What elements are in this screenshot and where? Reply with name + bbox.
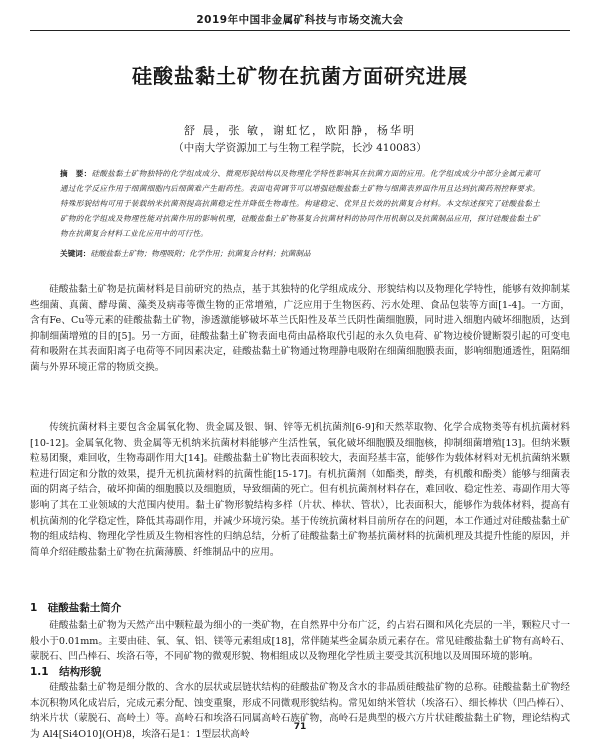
conference-header: 2019年中国非金属矿科技与市场交流大会: [196, 14, 404, 26]
keywords-text: 硅酸盐黏土矿物；物理吸附；化学作用；抗菌复合材料；抗菌制品: [90, 249, 311, 258]
abstract-label: 摘 要：: [60, 169, 92, 178]
header-divider: [30, 30, 570, 31]
abstract: [60, 166, 540, 241]
author-list: 舒 晨，张 敏，谢虹忆，欧阳静，杨华明: [184, 124, 416, 137]
section-heading-1: 1 硅酸盐黏土简介: [30, 602, 122, 614]
intro-paragraph-1: 硅酸盐黏土矿物是抗菌材料是目前研究的热点，基于其独特的化学组成成分、形貌结构以及物理化学特性，能够有效抑制某些细菌、真菌、酵母菌、藻类及病毒等微生物的正常增殖，广泛应用于生物医药、污水处理、食品包装等方面[1-4]。一方面，含有Fe、Cu等元素的硅酸盐黏土矿物，渗透激能够破坏革兰氏阳性及革兰氏阴性菌细胞膜，同时进入细胞内破坏细胞质，达到抑制细菌增殖的目的[5]。另一方面，硅酸盐黏土矿物表面电荷由晶格取代引起的永久负电荷、矿物边棱价键断裂引起的可变电荷和吸附在其表面阳离子电荷等不同因素决定，硅酸盐黏土矿物通过物理静电吸附在细菌细胞膜表面，影响细胞通透性，阻隔细菌与外界环境正常的物质交换。: [30, 284, 570, 373]
section-heading-1-1: 1.1 结构形貌: [30, 666, 102, 678]
section11-paragraph: 硅酸盐黏土矿物是细分散的、含水的层状或层链状结构的硅酸盐矿物及含水的非晶质硅酸盐矿物的总称。硅酸盐黏土矿物经本沉积物风化成岩后，完成元素分配、蚀变重聚，形成不同微观形貌结构。常见如纳米管状（埃洛石）、细长棒状（凹凸棒石）、纳米片状（蒙脱石、高岭土）等。高岭石和埃洛石同属高岭石族矿物，高岭石是典型的极六方片状硅酸盐黏土矿物，理论结构式为 Al4[Si4O10](OH)8，埃洛石是1：1型层状高岭: [30, 682, 570, 740]
page-number: 71: [293, 722, 307, 732]
keywords: [60, 246, 540, 261]
abstract-text: 硅酸盐黏土矿物独特的化学组成成分、微观形貌结构以及物理化学特性影响其在抗菌方面的应用。化学组成成分中部分金属元素可通过化学反应作用于细菌细胞内后细菌难产生耐药性。表面电荷调节可以增强硅酸盐黏土矿物与细菌表界面作用且达到抗菌药剂控释要求。特殊形貌结构可用于装载纳米抗菌剂提高抗菌稳定性并降低生物毒性。构建稳定、优异且长效的抗菌复合材料。本文综述探究了硅酸盐黏土矿物的化学组成及物理性能对抗菌作用的影响机理，硅酸盐黏土矿物基复合抗菌材料的协同作用机制以及抗菌制品应用，探讨硅酸盐黏土矿物在抗菌复合材料工业化应用中的可行性。: [60, 169, 540, 238]
intro-paragraph-2: 传统抗菌材料主要包含金属氧化物、贵金属及银、铜、锌等无机抗菌剂[6-9]和天然萃取物、化学合成物类等有机抗菌材料[10-12]。金属氧化物、贵金属等无机纳米抗菌材料能够产生活性氧，氧化破坏细胞膜及细胞核，抑制细菌增殖[13]。但纳米颗粒易团聚，难回收，生物毒副作用大[14]。硅酸盐黏土矿物比表面积较大，表面羟基丰富，能够作为载体材料对无机抗菌纳米颗粒进行固定和分散的效果，提升无机抗菌材料的抗菌性能[15-17]。有机抗菌剂（如酯类，醇类，有机酸和酚类）能够与细菌表面的阴离子结合，破坏抑菌的细胞膜以及细胞质，导致细菌的死亡。但有机抗菌剂材料存在，难回收、稳定性差、毒副作用大等影响了其在工业领域的大范围内使用。黏土矿物形貌结构多样（片状、棒状、管状），比表面积大，能够作为载体材料，提高有机抗菌剂的化学稳定性，降低其毒副作用，并减少环境污染。基于传统抗菌材料目前所存在的问题，本工作通过对硅酸盐黏土矿物的组成结构、物理化学性质及生物相容性的归纳总结，分析了硅酸盐黏土矿物基抗菌材料的抗菌机理及其提升性能的原因，并简单介绍硅酸盐黏土矿物在抗菌薄膜、纤维制品中的应用。: [30, 422, 570, 558]
affiliation: （中南大学资源加工与生物工程学院，长沙 410083）: [173, 142, 427, 154]
paper-title: 硅酸盐黏土矿物在抗菌方面研究进展: [132, 64, 468, 88]
section1-paragraph: 硅酸盐黏土矿物为天然产出中颗粒最为细小的一类矿物，在自然界中分布广泛，约占岩石圈和风化壳层的一半，颗粒尺寸一般小于0.01mm。主要由硅、氧、氧、铝、镁等元素组成[18]，常伴随某些金属杂质元素存在。常见硅酸盐黏土矿物有高岭石、蒙脱石、凹凸棒石、埃洛石等，不同矿物的微观形貌、物相组成以及物理化学性质主要受其沉积地以及周围环境的影响。: [30, 620, 570, 663]
keywords-label: 关键词：: [60, 249, 91, 258]
